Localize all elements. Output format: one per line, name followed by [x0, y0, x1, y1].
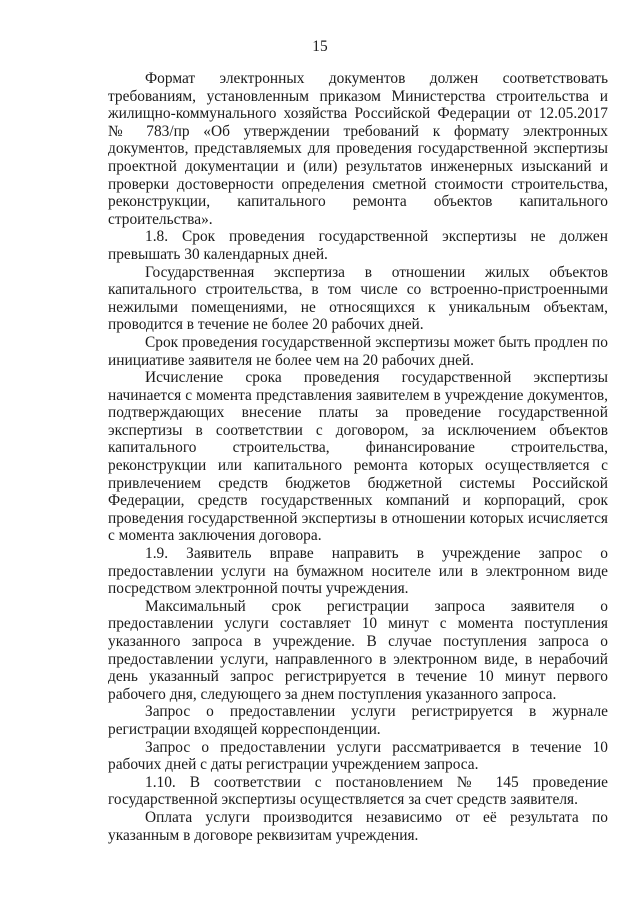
paragraph-registration-term: Максимальный срок регистрации запроса заявителя о предоставлении услуги составляет 10 минут с момента поступления указанного запроса в учреждение. В случае поступления запроса о предоставлении услуги, направленного в электронном виде, в нерабочий день указанный запрос регистрируется в течение 10 минут первого рабочего дня, следующего за днем поступления указанного запроса. — [108, 597, 608, 703]
paragraph-review-term: Запрос о предоставлении услуги рассматривается в течение 10 рабочих дней с даты регистрации учреждением запроса. — [108, 738, 608, 774]
paragraph-1-9-request: 1.9. Заявитель вправе направить в учреждение запрос о предоставлении услуги на бумажном носителе или в электронном виде посредством электронной почты учреждения. — [108, 545, 608, 598]
paragraph-1-10-payment-source: 1.10. В соответствии с постановлением № 145 проведение государственной экспертизы осуществляется за счет средств заявителя. — [108, 773, 608, 809]
paragraph-electronic-format: Формат электронных документов должен соответствовать требованиям, установленным приказом Министерства строительства и жилищно-коммунального хозяйства Российской Федерации от 12.05.2017 № 783/пр «Об утверждении требований к формату электронных документов, представляемых для проведения государственной экспертизы проектной документации и (или) результатов инженерных изысканий и проверки достоверности определения сметной стоимости строительства, реконструкции, капитального ремонта объектов капитального строительства». — [108, 70, 608, 228]
document-body — [108, 70, 608, 844]
paragraph-payment-terms: Оплата услуги производится независимо от её результата по указанным в договоре реквизитам учреждения. — [108, 808, 608, 844]
paragraph-residential-expertise: Государственная экспертиза в отношении жилых объектов капитального строительства, в том числе со встроенно-пристроенными нежилыми помещениями, не относящихся к уникальным объектам, проводится в течение не более 20 рабочих дней. — [108, 263, 608, 334]
paragraph-registration-journal: Запрос о предоставлении услуги регистрируется в журнале регистрации входящей корреспонденции. — [108, 703, 608, 738]
paragraph-1-8-term: 1.8. Срок проведения государственной экспертизы не должен превышать 30 календарных дней. — [108, 228, 608, 263]
paragraph-term-calculation: Исчисление срока проведения государственной экспертизы начинается с момента представления заявителем в учреждение документов, подтверждающих внесение платы за проведение государственной экспертизы в соответствии с договором, за исключением объектов капитального строительства, финансирование строительства, реконструкции или капитального ремонта которых осуществляется с привлечением средств бюджетов бюджетной системы Российской Федерации, средств государственных компаний и корпораций, срок проведения государственной экспертизы в отношении которых исчисляется с момента заключения договора. — [108, 369, 608, 545]
page-number: 15 — [312, 38, 328, 55]
paragraph-term-extension: Срок проведения государственной экспертизы может быть продлен по инициативе заявителя не более чем на 20 рабочих дней. — [108, 333, 608, 369]
